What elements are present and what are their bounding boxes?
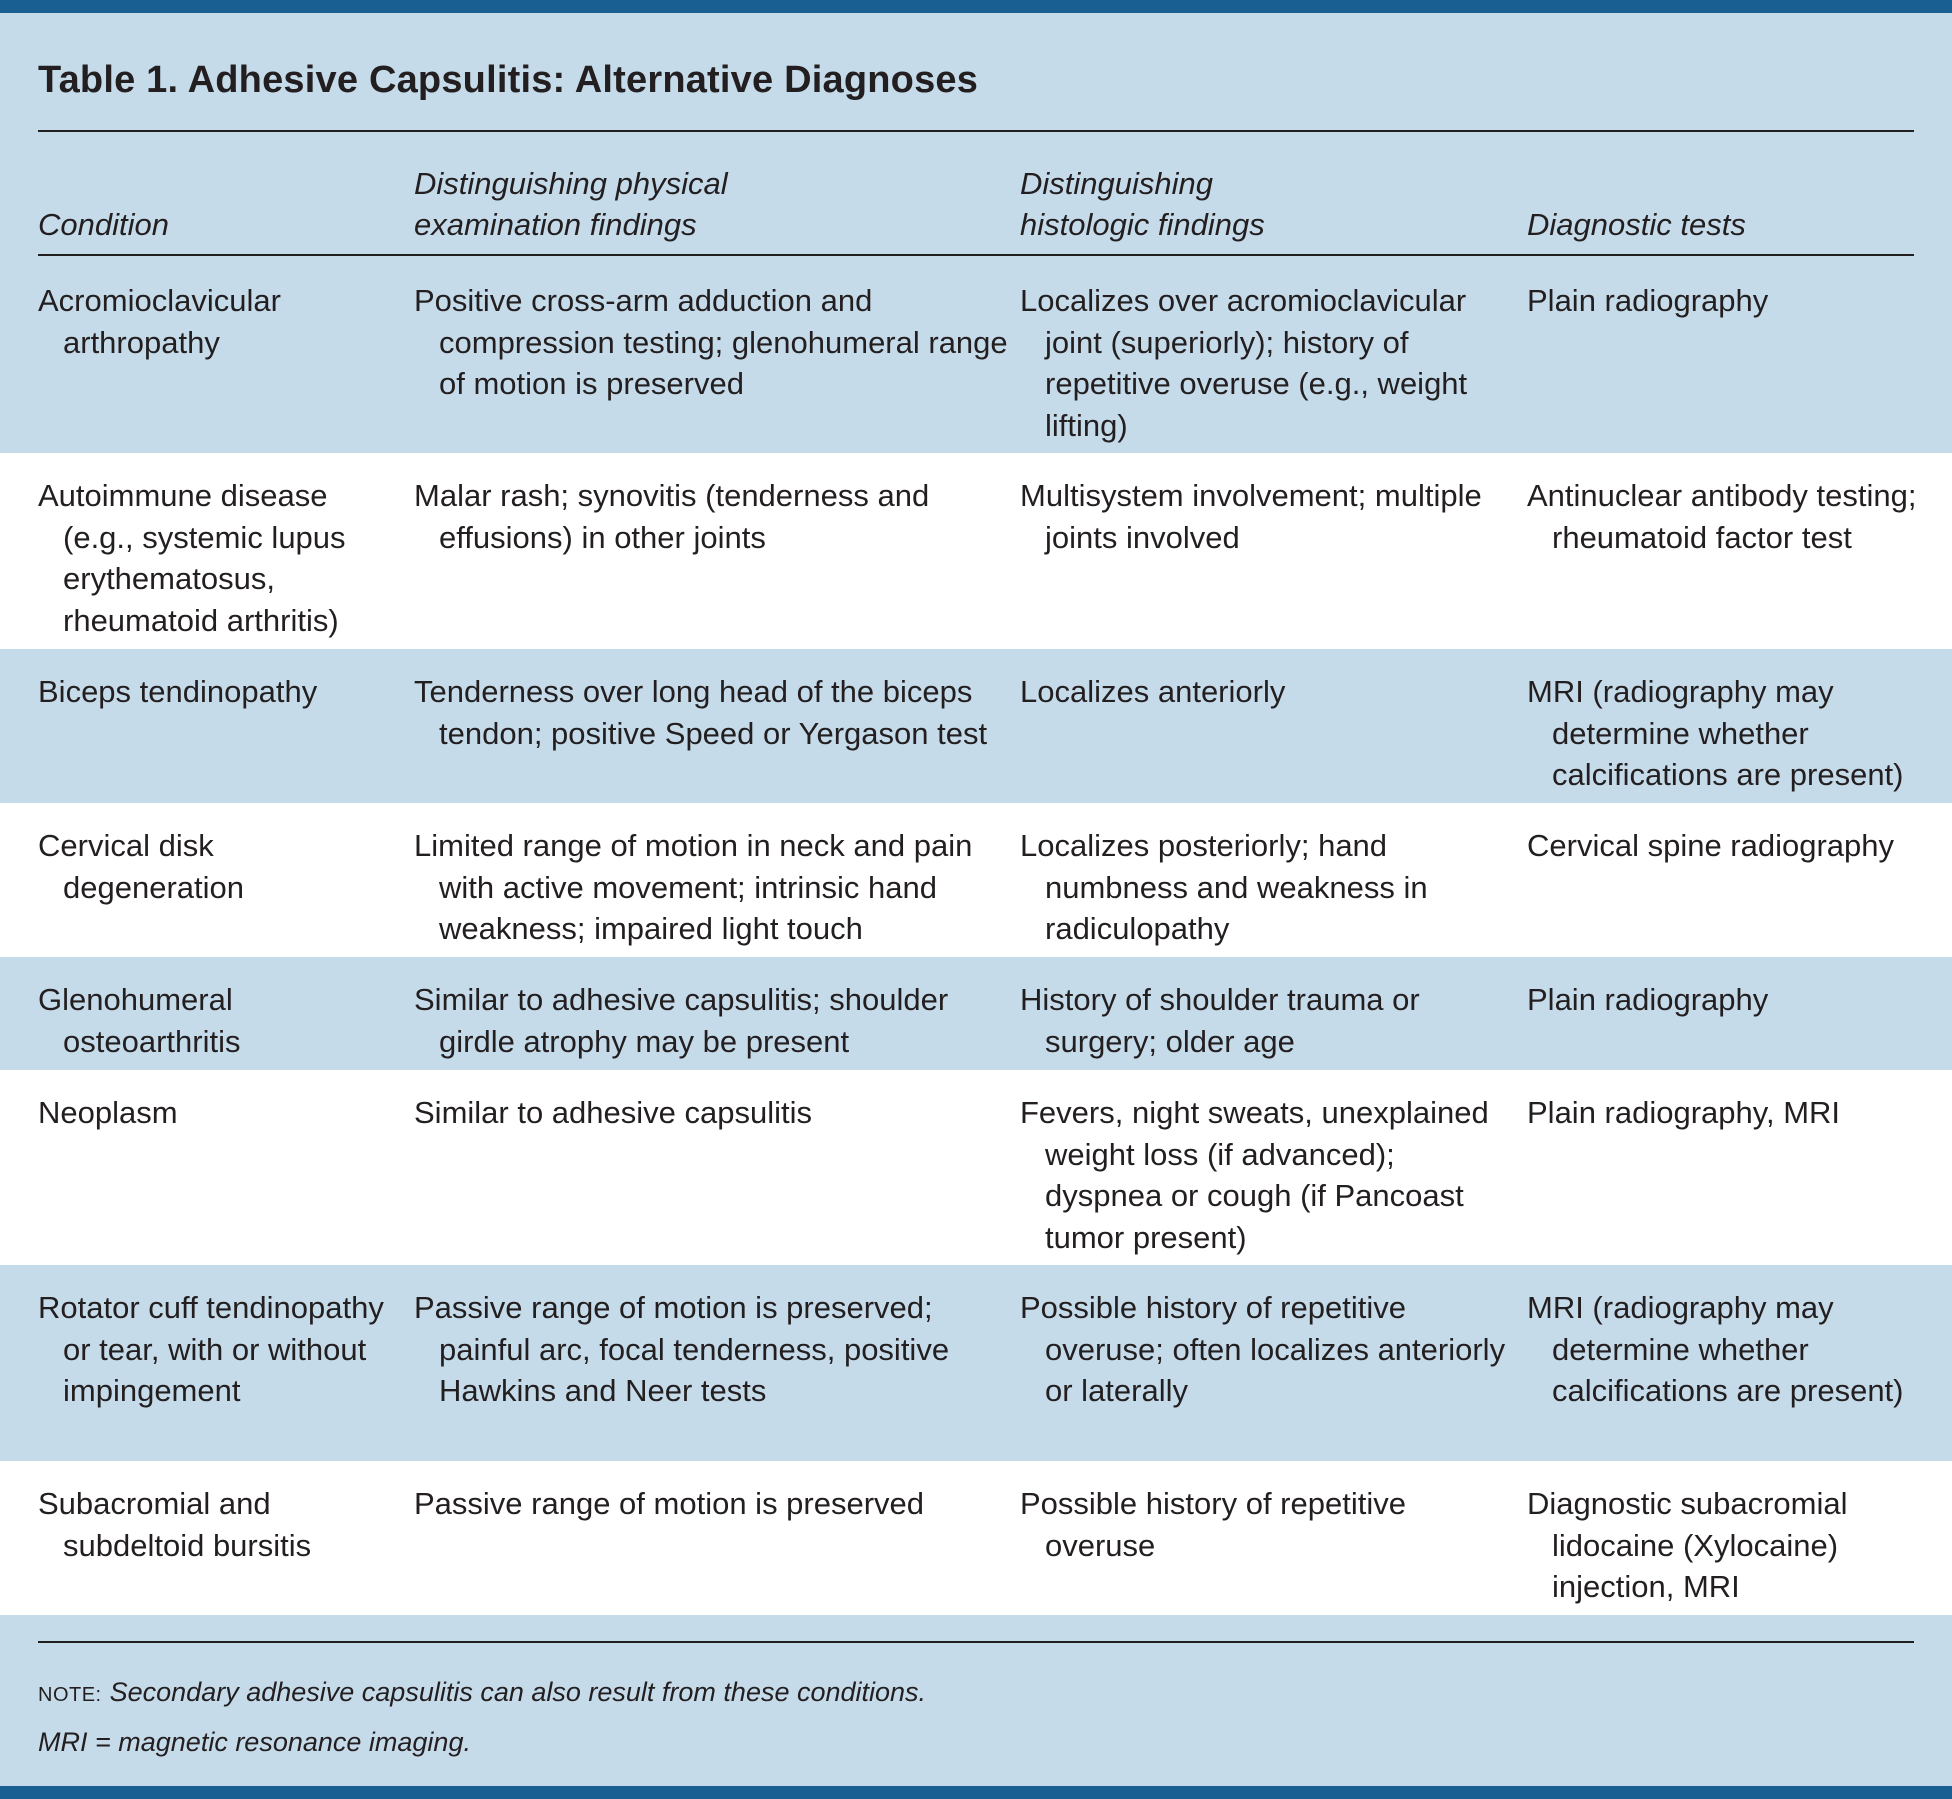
cell-tests: MRI (radiography may determine whether calcifications are present) <box>1527 674 1904 792</box>
cell-physical: Positive cross-arm adduction and compression testing; glenohumeral range of motion is preserved <box>414 283 1008 401</box>
footnote-note-label: NOTE: <box>38 1684 102 1706</box>
cell-histologic: Localizes anteriorly <box>1020 674 1286 709</box>
cell-histologic: Possible history of repetitive overuse; often localizes anteriorly or laterally <box>1020 1290 1506 1408</box>
cell-physical: Similar to adhesive capsulitis <box>414 1095 813 1130</box>
cell-physical: Passive range of motion is preserved; painful arc, focal tenderness, positive Hawkins and Neer tests <box>414 1290 950 1408</box>
cell-condition: Biceps tendinopathy <box>38 674 318 709</box>
cell-tests: Antinuclear antibody testing; rheumatoid factor test <box>1527 478 1917 555</box>
cell-condition: Cervical disk degeneration <box>38 828 244 905</box>
table-row <box>0 1070 1952 1265</box>
footnote-abbreviation: MRI = magnetic resonance imaging. <box>38 1727 471 1757</box>
table-row <box>0 1265 1952 1461</box>
cell-condition: Autoimmune disease (e.g., systemic lupus erythematosus, rheumatoid arthritis) <box>38 478 346 638</box>
cell-histologic: History of shoulder trauma or surgery; older age <box>1020 982 1420 1059</box>
cell-condition: Acromioclavicular arthropathy <box>38 283 281 360</box>
cell-condition: Glenohumeral osteoarthritis <box>38 982 241 1059</box>
table-row <box>0 258 1952 453</box>
table-row <box>0 1461 1952 1615</box>
cell-condition: Subacromial and subdeltoid bursitis <box>38 1486 312 1563</box>
cell-tests: Diagnostic subacromial lidocaine (Xylocaine) injection, MRI <box>1527 1486 1848 1604</box>
cell-histologic: Localizes over acromioclavicular joint (superiorly); history of repetitive overuse (e.g., weight lifting) <box>1020 283 1468 443</box>
table-body <box>0 258 1952 1615</box>
cell-histologic: Localizes posteriorly; hand numbness and weakness in radiculopathy <box>1020 828 1428 946</box>
table-row <box>0 957 1952 1070</box>
cell-tests: MRI (radiography may determine whether calcifications are present) <box>1527 1290 1904 1408</box>
table-title: Table 1. Adhesive Capsulitis: Alternative Diagnoses <box>38 59 979 101</box>
table-row <box>0 453 1952 649</box>
cell-tests: Plain radiography, MRI <box>1527 1095 1841 1130</box>
footnote-note <box>38 1677 926 1708</box>
column-header-tests: Diagnostic tests <box>1527 207 1746 242</box>
cell-condition: Rotator cuff tendinopathy or tear, with or without impingement <box>38 1290 384 1408</box>
cell-physical: Malar rash; synovitis (tenderness and effusions) in other joints <box>414 478 930 555</box>
table-row <box>0 649 1952 803</box>
table-row <box>0 803 1952 957</box>
cell-tests: Cervical spine radiography <box>1527 828 1895 863</box>
cell-physical: Limited range of motion in neck and pain with active movement; intrinsic hand weakness; impaired light touch <box>414 828 973 946</box>
header-rule <box>38 254 1914 256</box>
cell-physical: Tenderness over long head of the biceps tendon; positive Speed or Yergason test <box>414 674 988 751</box>
cell-condition: Neoplasm <box>38 1095 178 1130</box>
column-header-physical: Distinguishing physical examination findings <box>414 166 728 242</box>
footer-rule <box>38 1641 1914 1643</box>
column-header-row <box>38 163 1914 253</box>
column-header-condition: Condition <box>38 207 169 242</box>
cell-tests: Plain radiography <box>1527 982 1769 1017</box>
title-rule <box>38 130 1914 132</box>
column-header-histologic: Distinguishing histologic findings <box>1020 166 1265 242</box>
footnote-note-text: Secondary adhesive capsulitis can also result from these conditions. <box>109 1677 927 1707</box>
cell-histologic: Possible history of repetitive overuse <box>1020 1486 1406 1563</box>
cell-physical: Passive range of motion is preserved <box>414 1486 925 1521</box>
cell-histologic: Multisystem involvement; multiple joints involved <box>1020 478 1482 555</box>
cell-histologic: Fevers, night sweats, unexplained weight loss (if advanced); dyspnea or cough (if Pancoast tumor present) <box>1020 1095 1489 1255</box>
cell-tests: Plain radiography <box>1527 283 1769 318</box>
cell-physical: Similar to adhesive capsulitis; shoulder girdle atrophy may be present <box>414 982 949 1059</box>
